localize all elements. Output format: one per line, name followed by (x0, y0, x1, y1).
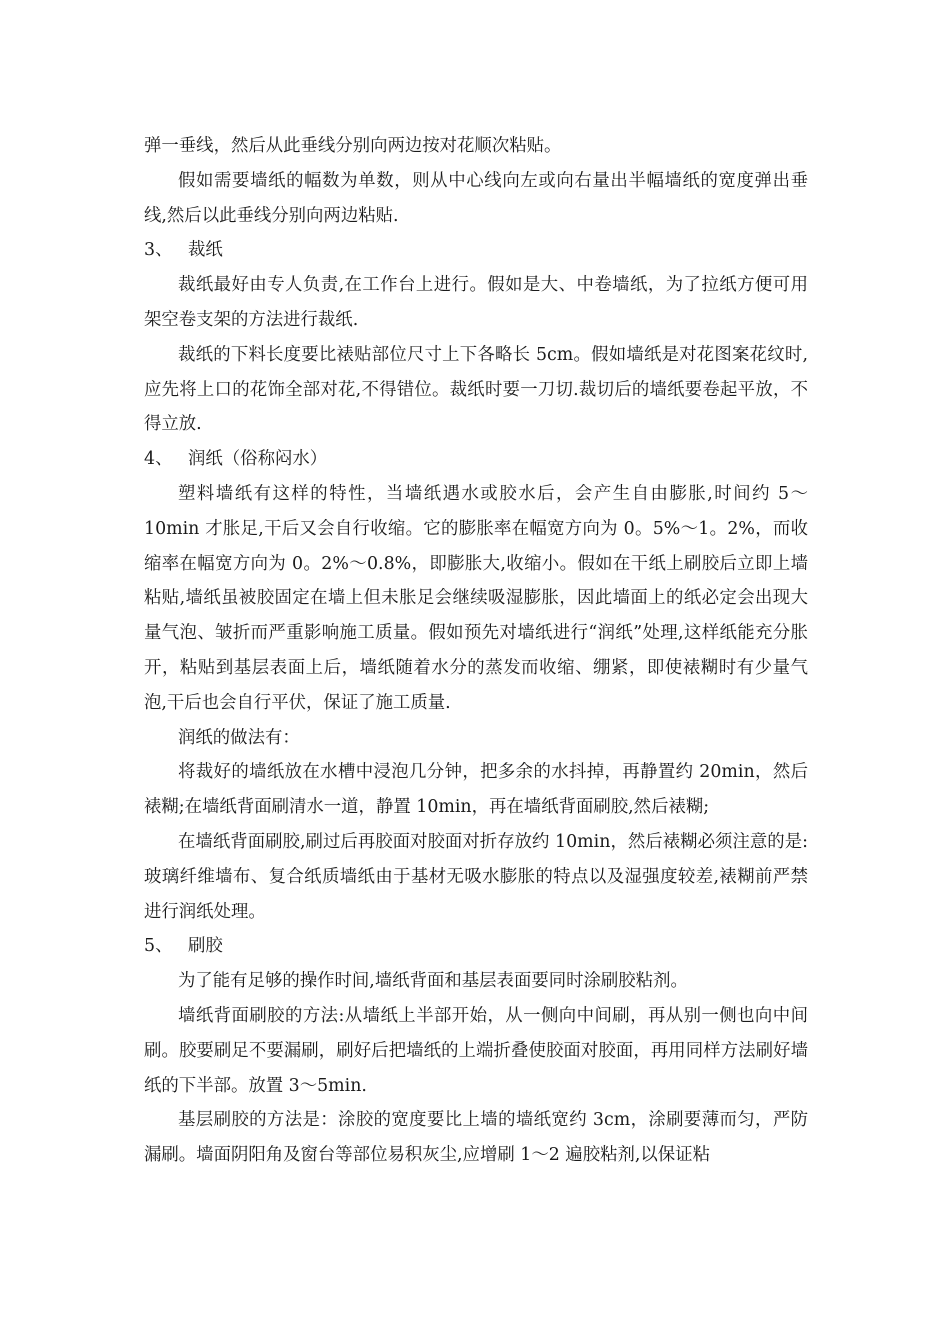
paragraph-base-glue-method: 基层刷胶的方法是：涂胶的宽度要比上墙的墙纸宽约 3cm，涂刷要薄而匀，严防漏刷。墙面阴阳角及窗台等部位易积灰尘,应增刷 1～2 遍胶粘剂,以保证粘 (144, 1110, 808, 1166)
section-title: 润纸（俗称闷水） (188, 449, 328, 470)
paragraph-cutting-length: 裁纸的下料长度要比裱贴部位尺寸上下各略长 5cm。假如墙纸是对花图案花纹时,应先将上口的花饰全部对花,不得错位。裁纸时要一刀切.裁切后的墙纸要卷起平放，不得立放. (144, 344, 808, 435)
paragraph-expansion-properties: 塑料墙纸有这样的特性，当墙纸遇水或胶水后，会产生自由膨胀,时间约 5～10min 才胀足,干后又会自行收缩。它的膨胀率在幅宽方向为 0。5%～1。2%，而收缩率在幅宽方向为 0。2%～0.8%，即膨胀大,收缩小。假如在干纸上刷胶后立即上墙粘贴,墙纸虽被胶固定在墙上但未胀足会继续吸湿膨胀，因此墙面上的纸必定会出现大量气泡、皱折而严重影响施工质量。假如预先对墙纸进行“润纸”处理,这样纸能充分胀开，粘贴到基层表面上后，墙纸随着水分的蒸发而收缩、绷紧，即使裱糊时有少量气泡,干后也会自行平伏，保证了施工质量. (144, 483, 808, 713)
paragraph-odd-strips: 假如需要墙纸的幅数为单数，则从中心线向左或向右量出半幅墙纸的宽度弹出垂线,然后以此垂线分别向两边粘贴. (144, 170, 808, 226)
paragraph-soaking-method: 将裁好的墙纸放在水槽中浸泡几分钟，把多余的水抖掉，再静置约 20min，然后裱糊;在墙纸背面刷清水一道，静置 10min，再在墙纸背面刷胶,然后裱糊; (144, 762, 808, 818)
document-body (144, 129, 808, 1173)
section-title: 刷胶 (188, 936, 223, 957)
section-heading-5 (144, 929, 808, 964)
paragraph-wetting-methods-intro: 润纸的做法有： (178, 727, 300, 748)
paragraph-continuation: 弹一垂线，然后从此垂线分别向两边按对花顺次粘贴。 (144, 136, 562, 156)
section-number: 4、 (144, 449, 173, 470)
paragraph-glue-timing: 为了能有足够的操作时间,墙纸背面和基层表面要同时涂刷胶粘剂。 (178, 971, 688, 992)
section-number: 3、 (144, 240, 173, 261)
section-heading-4 (144, 442, 808, 477)
section-heading-3 (144, 233, 808, 268)
paragraph-cutting-method: 裁纸最好由专人负责,在工作台上进行。假如是大、中卷墙纸，为了拉纸方便可用架空卷支架的方法进行裁纸. (144, 275, 808, 330)
section-number: 5、 (144, 936, 173, 957)
paragraph-back-glue-method: 墙纸背面刷胶的方法:从墙纸上半部开始，从一侧向中间刷，再从别一侧也向中间刷。胶要刷足不要漏刷，刷好后把墙纸的上端折叠使胶面对胶面，再用同样方法刷好墙纸的下半部。放置 3～5min. (144, 1005, 808, 1096)
section-title: 裁纸 (188, 240, 223, 261)
paragraph-folding-method: 在墙纸背面刷胶,刷过后再胶面对胶面对折存放约 10min，然后裱糊必须注意的是:玻璃纤维墙布、复合纸质墙纸由于基材无吸水膨胀的特点以及湿强度较差,裱糊前严禁进行润纸处理。 (144, 831, 808, 922)
